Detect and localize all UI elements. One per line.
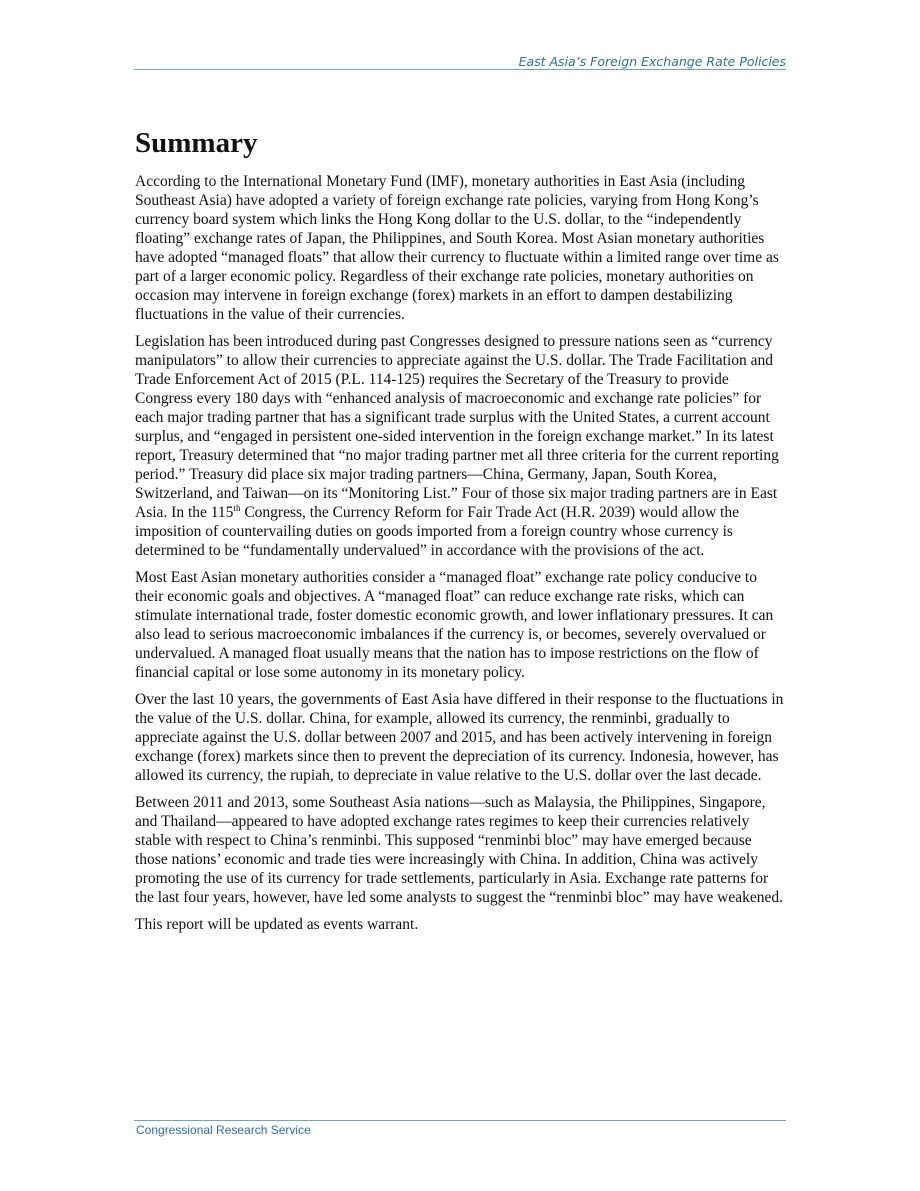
summary-section	[135, 126, 787, 942]
ordinal-suffix: th	[233, 503, 241, 513]
paragraph-exchange-rate-policies: According to the International Monetary Fund (IMF), monetary authorities in East Asia (including Southeast Asia) have adopted a variety of foreign exchange rate policies, varying from Hong Kong’s currency board system which links the Hong Kong dollar to the U.S. dollar, to the “independently floating” exchange rates of Japan, the Philippines, and South Korea. Most Asian monetary authorities have adopted “managed floats” that allow their currency to fluctuate within a limited range over time as part of a larger economic policy. Regardless of their exchange rate policies, monetary authorities on occasion may intervene in foreign exchange (forex) markets in an effort to dampen destabilizing fluctuations in the value of their currencies.	[135, 173, 779, 323]
paragraph-managed-float: Most East Asian monetary authorities consider a “managed float” exchange rate policy conducive to their economic goals and objectives. A “managed float” can reduce exchange rate risks, which can stimulate international trade, foster domestic economic growth, and lower inflationary pressures. It can also lead to serious macroeconomic imbalances if the currency is, or becomes, severely overvalued or undervalued. A managed float usually means that the nation has to impose restrictions on the flow of financial capital or lose some autonomy in its monetary policy.	[135, 569, 774, 681]
header-divider	[134, 69, 786, 70]
footer-publisher: Congressional Research Service	[136, 1123, 311, 1137]
running-header: East Asia’s Foreign Exchange Rate Policies	[518, 54, 786, 69]
paragraph-update-note: This report will be updated as events warrant.	[135, 916, 419, 933]
paragraph-legislation-text-before: Legislation has been introduced during past Congresses designed to pressure nations seen as “currency manipulators” to allow their currencies to appreciate against the U.S. dollar. The Trade Facilitation and Trade Enforcement Act of 2015 (P.L. 114-125) requires the Secretary of the Treasury to provide Congress every 180 days with “enhanced analysis of macroeconomic and exchange rate policies” for each major trading partner that has a significant trade surplus with the United States, a current account surplus, and “engaged in persistent one-sided intervention in the foreign exchange market.” In its latest report, Treasury determined that “no major trading partner met all three criteria for the current reporting period.” Treasury did place six major trading partners—China, Germany, Japan, South Korea, Switzerland, and Taiwan—on its “Monitoring List.” Four of those six major trading partners are in East Asia. In the 115	[135, 333, 779, 521]
footer-divider	[134, 1120, 786, 1121]
paragraph-legislation-text-after: Congress, the Currency Reform for Fair Trade Act (H.R. 2039) would allow the imposition of countervailing duties on goods imported from a foreign country whose currency is determined to be “fundamentally undervalued” in accordance with the provisions of the act.	[135, 504, 739, 559]
paragraph-dollar-response: Over the last 10 years, the governments of East Asia have differed in their response to the fluctuations in the value of the U.S. dollar. China, for example, allowed its currency, the renminbi, gradually to appreciate against the U.S. dollar between 2007 and 2015, and has been actively intervening in foreign exchange (forex) markets since then to prevent the depreciation of its currency. Indonesia, however, has allowed its currency, the rupiah, to depreciate in value relative to the U.S. dollar over the last decade.	[135, 691, 784, 784]
paragraph-renminbi-bloc: Between 2011 and 2013, some Southeast Asia nations—such as Malaysia, the Philippines, Singapore, and Thailand—appeared to have adopted exchange rates regimes to keep their currencies relatively stable with respect to China’s renminbi. This supposed “renminbi bloc” may have emerged because those nations’ economic and trade ties were increasingly with China. In addition, China was actively promoting the use of its currency for trade settlements, particularly in Asia. Exchange rate patterns for the last four years, however, have led some analysts to suggest the “renminbi bloc” may have weakened.	[135, 794, 784, 906]
section-title: Summary	[135, 127, 258, 159]
paragraph-legislation	[135, 332, 787, 560]
